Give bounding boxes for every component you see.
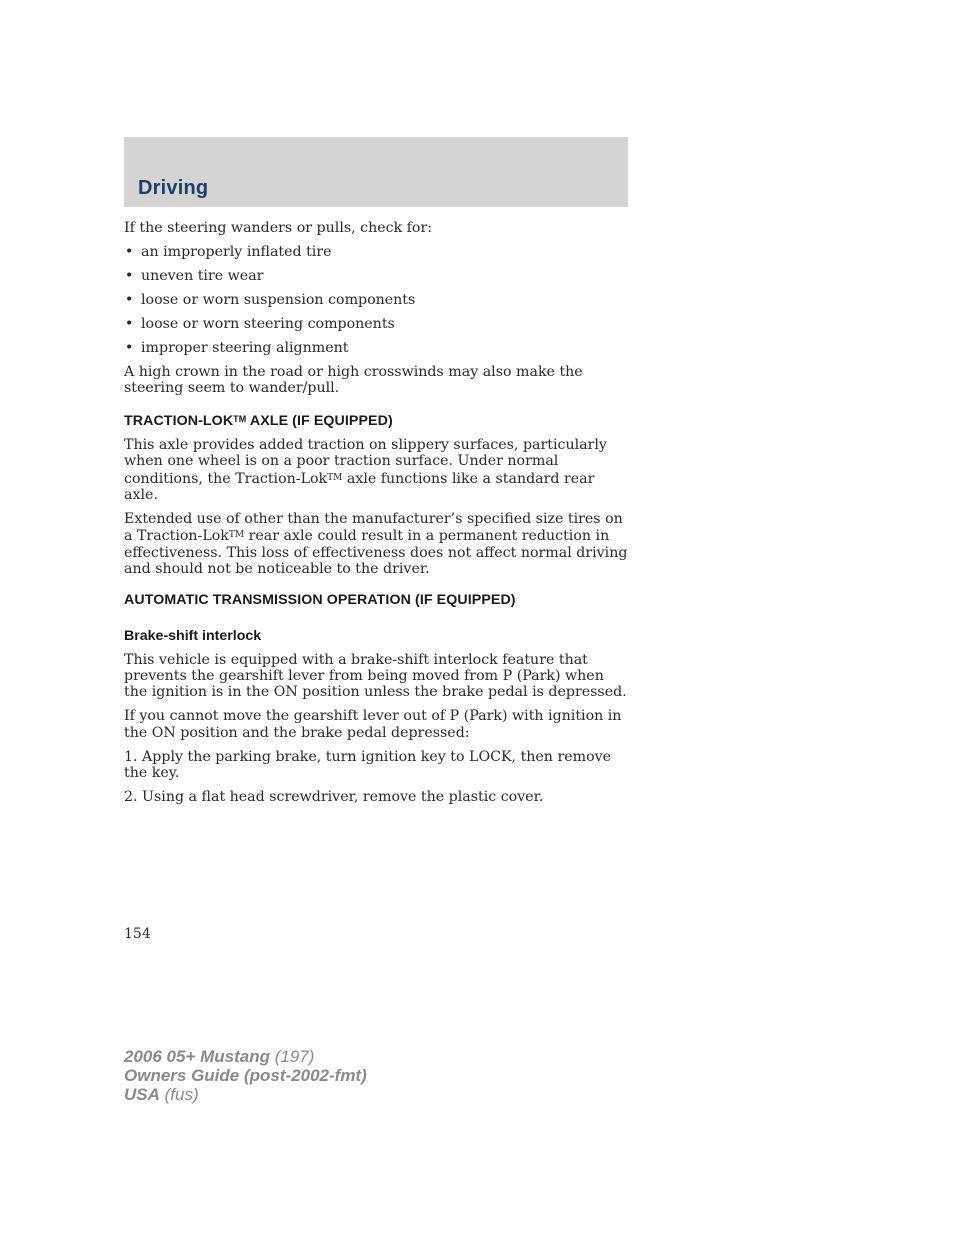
trademark-icon: TM (327, 472, 343, 483)
step-1: 1. Apply the parking brake, turn ignition key to LOCK, then remove the key. (124, 748, 612, 782)
footer-line-2: Owners Guide (post-2002-fmt) (124, 1066, 367, 1085)
list-item: • uneven tire wear (125, 268, 264, 284)
section-header-band (124, 137, 628, 207)
traction-paragraph-1: This axle provides added traction on slippery surfaces, particularly when one wheel is on a poor traction surface. Under normal conditions, the Traction-Lok™ axle functions like a standard rear axle. (124, 436, 607, 504)
steering-intro: If the steering wanders or pulls, check for: (124, 220, 433, 236)
list-item: • improper steering alignment (125, 340, 349, 356)
interlock-paragraph-1: This vehicle is equipped with a brake-shift interlock feature that prevents the gearshift lever from being moved from P (Park) when the ignition is in the ON position unless the brake pedal is depressed. (124, 651, 627, 701)
bullet-icon: • (125, 244, 134, 260)
step-2: 2. Using a flat head screwdriver, remove the plastic cover. (124, 789, 544, 806)
footer-line-3: USA (fus) (124, 1085, 199, 1104)
brake-shift-subheading: Brake-shift interlock (124, 627, 262, 644)
transmission-heading: AUTOMATIC TRANSMISSION OPERATION (IF EQUIPPED) (124, 591, 516, 608)
page-number: 154 (124, 926, 151, 942)
traction-lok-heading: TRACTION-LOK™ AXLE (IF EQUIPPED) (124, 412, 393, 429)
list-item: • loose or worn steering components (125, 316, 395, 332)
bullet-icon: • (125, 292, 134, 308)
steering-checklist (124, 244, 630, 356)
trademark-icon: TM (233, 413, 247, 424)
bullet-icon: • (125, 340, 134, 356)
steering-note: A high crown in the road or high crosswinds may also make the steering seem to wander/pull. (124, 364, 583, 397)
trademark-icon: TM (228, 530, 245, 541)
bullet-icon: • (125, 268, 134, 284)
bullet-icon: • (125, 316, 134, 332)
footer-line-1: 2006 05+ Mustang (197) (124, 1047, 315, 1066)
interlock-paragraph-2: If you cannot move the gearshift lever out of P (Park) with ignition in the ON position and the brake pedal depressed: (124, 708, 622, 741)
list-item: • an improperly inflated tire (125, 244, 332, 260)
list-item: • loose or worn suspension components (125, 292, 416, 308)
section-title: Driving (138, 177, 209, 199)
traction-paragraph-2: Extended use of other than the manufacturer’s specified size tires on a Traction-Lok™ rear axle could result in a permanent reduction in effectiveness. This loss of effectiveness does not affect normal driving and should not be noticeable to the driver. (124, 511, 628, 578)
document-footer (124, 1047, 367, 1104)
page-content (124, 220, 630, 813)
